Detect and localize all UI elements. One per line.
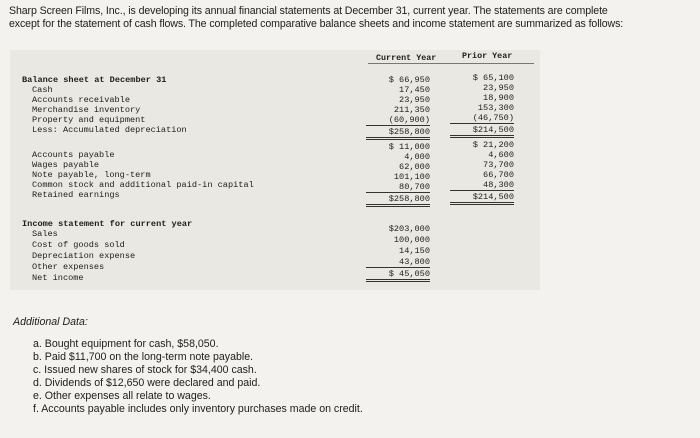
liability-prior: 48,300 xyxy=(450,180,514,191)
current-year-header: Current Year xyxy=(376,53,437,63)
income-current: 14,150 xyxy=(399,246,430,256)
total-liabilities-current: $258,800 xyxy=(366,194,430,207)
asset-current: $ 66,950 xyxy=(388,75,430,85)
liability-current: $ 11,000 xyxy=(388,142,430,152)
income-label: Other expenses xyxy=(32,262,105,272)
income-label: Depreciation expense xyxy=(32,251,136,261)
liability-current: 4,000 xyxy=(404,152,430,162)
liability-current: 62,000 xyxy=(399,162,430,172)
list-item: b. Paid $11,700 on the long-term note payable. xyxy=(33,351,254,363)
liability-label: Common stock and additional paid-in capital xyxy=(32,180,254,190)
asset-label: Accounts receivable xyxy=(32,95,130,105)
list-item: f. Accounts payable includes only inventory purchases made on credit. xyxy=(33,403,363,415)
liability-prior: $ 21,200 xyxy=(472,140,514,150)
asset-label: Property and equipment xyxy=(32,115,146,125)
income-label: Net income xyxy=(32,273,84,283)
list-item: a. Bought equipment for cash, $58,050. xyxy=(33,338,219,350)
asset-prior: 23,950 xyxy=(483,83,514,93)
asset-label: Merchandise inventory xyxy=(32,105,141,115)
liability-label: Accounts payable xyxy=(32,150,115,160)
income-label: Cost of goods sold xyxy=(32,240,125,250)
liability-current: 101,100 xyxy=(393,172,430,182)
total-assets-current: $258,800 xyxy=(366,127,430,140)
liability-prior: 4,600 xyxy=(488,150,514,160)
list-item: d. Dividends of $12,650 were declared and paid. xyxy=(33,377,261,389)
asset-current: (60,900) xyxy=(366,115,430,126)
additional-data-list xyxy=(33,338,363,416)
total-assets-prior: $214,500 xyxy=(450,125,514,138)
list-item: c. Issued new shares of stock for $34,400 cash. xyxy=(33,364,257,376)
list-item: e. Other expenses all relate to wages. xyxy=(33,390,211,402)
liability-label: Retained earnings xyxy=(32,190,120,200)
liability-prior: 66,700 xyxy=(483,170,514,180)
intro-text xyxy=(9,5,695,30)
asset-label: Less: Accumulated depreciation xyxy=(32,125,187,135)
liability-current: 80,700 xyxy=(366,182,430,193)
intro-line-2: except for the statement of cash flows. The completed comparative balance sheets and income statement are summarized as follows: xyxy=(9,17,624,30)
liability-label: Wages payable xyxy=(32,160,100,170)
liability-prior: 73,700 xyxy=(483,160,514,170)
asset-prior: 153,300 xyxy=(477,103,514,113)
income-current: 100,000 xyxy=(393,235,430,245)
header-divider xyxy=(368,63,534,64)
income-label: Sales xyxy=(32,229,58,239)
asset-label: Cash xyxy=(32,85,53,95)
asset-prior: (46,750) xyxy=(450,113,514,124)
asset-prior: $ 65,100 xyxy=(472,73,514,83)
liability-label: Note payable, long-term xyxy=(32,170,151,180)
income-current: 43,800 xyxy=(366,257,430,268)
balance-sheet-title: Balance sheet at December 31 xyxy=(22,75,167,85)
asset-prior: 18,900 xyxy=(483,93,514,103)
total-liabilities-prior: $214,500 xyxy=(450,192,514,205)
net-income-current: $ 45,050 xyxy=(366,269,430,282)
asset-current: 211,350 xyxy=(393,105,430,115)
additional-data-title: Additional Data: xyxy=(13,316,88,328)
income-statement-title: Income statement for current year xyxy=(22,219,193,229)
asset-current: 17,450 xyxy=(399,85,430,95)
intro-line-1: Sharp Screen Films, Inc., is developing its annual financial statements at December 31, current year. The statements are complete xyxy=(9,5,608,17)
prior-year-header: Prior Year xyxy=(462,51,513,61)
asset-current: 23,950 xyxy=(399,95,430,105)
income-current: $203,000 xyxy=(388,224,430,234)
